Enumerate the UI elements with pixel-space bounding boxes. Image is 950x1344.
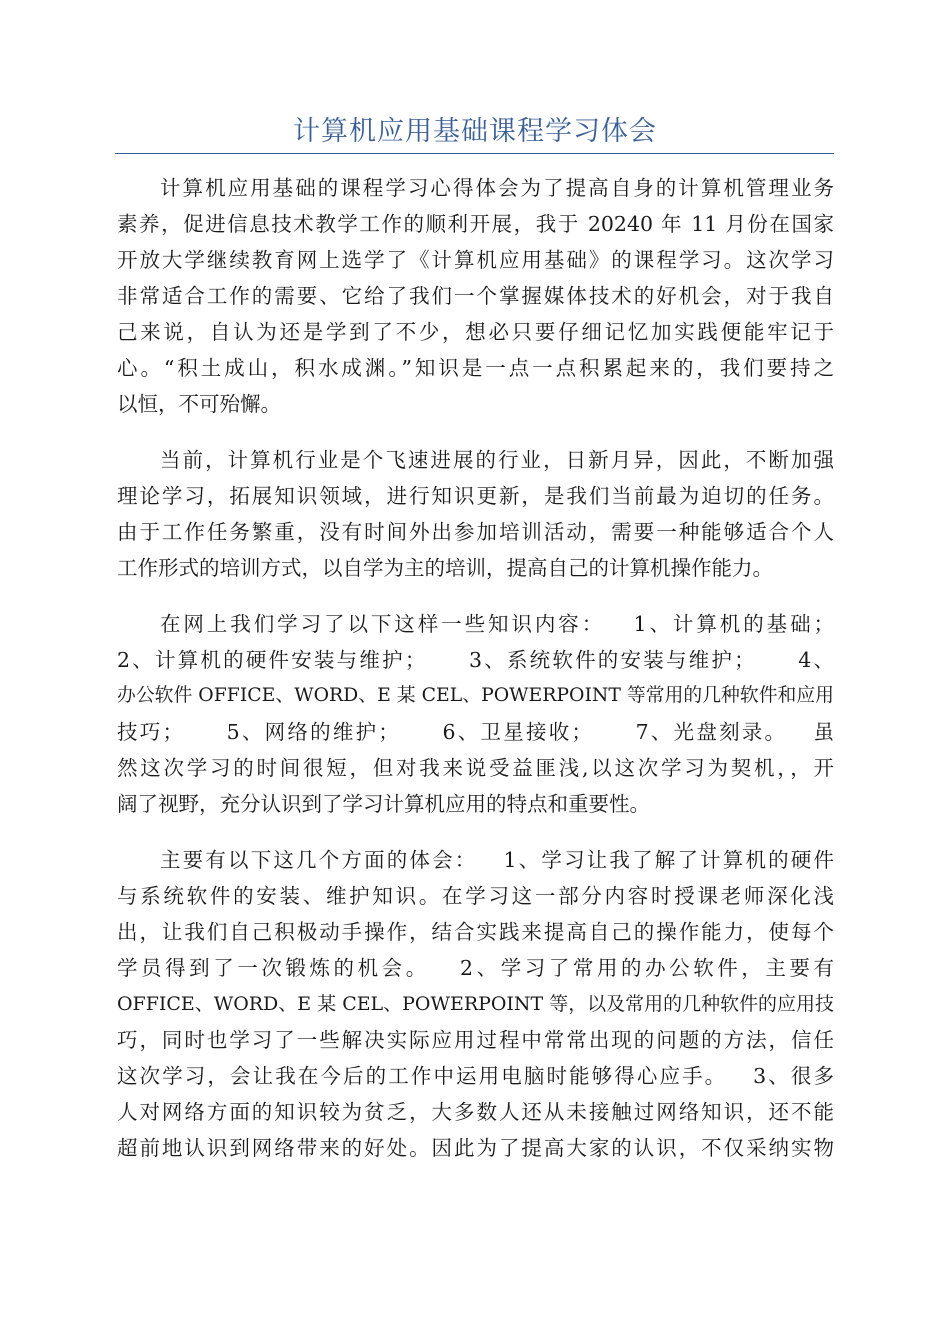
text-line: 2、计算机的硬件安装与维护； 3、系统软件的安装与维护； 4、	[117, 648, 834, 672]
text-line: 理论学习，拓展知识领域，进行知识更新，是我们当前最为迫切的任务。	[117, 484, 834, 508]
text-line: 己来说，自认为还是学到了不少，想必只要仔细记忆加实践便能牢记于	[117, 320, 834, 344]
text-line: 工作形式的培训方式，以自学为主的培训，提高自己的计算机操作能力。	[117, 556, 773, 580]
text-line: 学员得到了一次锻炼的机会。 2、学习了常用的办公软件，主要有	[117, 956, 834, 980]
paragraph	[117, 442, 834, 586]
text-line: 巧，同时也学习了一些解决实际应用过程中常常出现的问题的方法，信任	[117, 1028, 834, 1052]
text-line: 开放大学继续教育网上选学了《计算机应用基础》的课程学习。这次学习	[117, 248, 834, 272]
text-line: 这次学习，会让我在今后的工作中运用电脑时能够得心应手。 3、很多	[117, 1064, 834, 1088]
text-line: 由于工作任务繁重，没有时间外出参加培训活动，需要一种能够适合个人	[117, 520, 834, 544]
text-line: 人对网络方面的知识较为贫乏，大多数人还从未接触过网络知识，还不能	[117, 1100, 834, 1124]
text-line: 非常适合工作的需要、它给了我们一个掌握媒体技术的好机会，对于我自	[117, 284, 834, 308]
title-underline	[115, 153, 834, 154]
paragraph	[117, 842, 834, 1166]
text-line: 计算机应用基础的课程学习心得体会为了提高自身的计算机管理业务	[160, 176, 834, 200]
text-line: 素养，促进信息技术教学工作的顺利开展，我于 20240 年 11 月份在国家	[117, 212, 834, 236]
text-line: 以恒，不可殆懈。	[117, 392, 281, 416]
document-body	[117, 170, 834, 1186]
text-line: 主要有以下这几个方面的体会： 1、学习让我了解了计算机的硬件	[160, 848, 834, 872]
text-line: 心。“积土成山，积水成渊。”知识是一点一点积累起来的，我们要持之	[117, 356, 834, 380]
text-line: 办公软件 OFFICE、WORD、E 某 CEL、POWERPOINT 等常用的几种软件和应用	[117, 685, 834, 706]
text-line: 当前，计算机行业是个飞速进展的行业，日新月异，因此，不断加强	[160, 448, 834, 472]
paragraph	[117, 606, 834, 822]
document-title: 计算机应用基础课程学习体会	[293, 116, 657, 147]
paragraph	[117, 170, 834, 422]
text-line: 与系统软件的安装、维护知识。在学习这一部分内容时授课老师深化浅	[117, 884, 834, 908]
text-line: 技巧； 5、网络的维护； 6、卫星接收； 7、光盘刻录。 虽	[117, 720, 834, 744]
text-line: 在网上我们学习了以下这样一些知识内容： 1、计算机的基础；	[160, 612, 834, 636]
text-line: 出，让我们自己积极动手操作，结合实践来提高自己的操作能力，使每个	[117, 920, 834, 944]
text-line: 然这次学习的时间很短，但对我来说受益匪浅,以这次学习为契机，，开	[117, 756, 834, 780]
text-line: 超前地认识到网络带来的好处。因此为了提高大家的认识，不仅采纳实物	[117, 1136, 834, 1160]
text-line: 阔了视野，充分认识到了学习计算机应用的特点和重要性。	[117, 792, 650, 816]
text-line: OFFICE、WORD、E 某 CEL、POWERPOINT 等，以及常用的几种软件的应用技	[117, 993, 834, 1015]
